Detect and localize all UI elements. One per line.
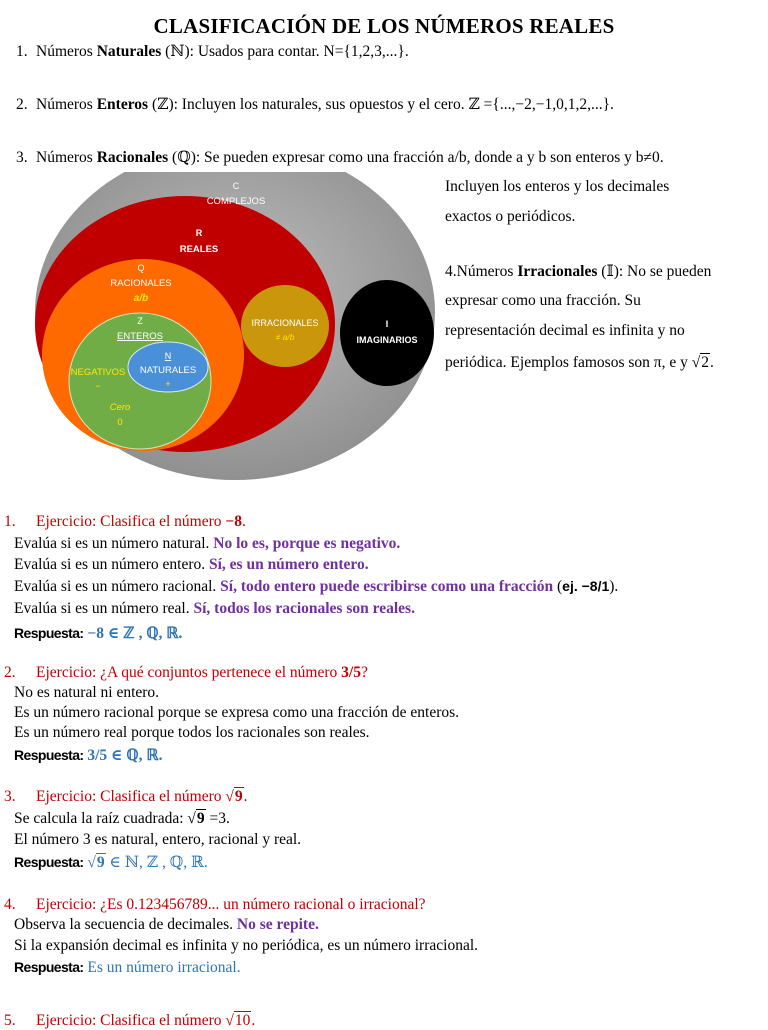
answer-value: Es un número irracional. (83, 959, 241, 976)
text: (ℚ): Se pueden expresar como una fracción a/b, donde a y b son enteros y b≠0. (168, 149, 664, 166)
reales-letter: R (195, 228, 203, 238)
answer-label: Respuesta: (14, 854, 84, 870)
exercise-4-heading (4, 896, 426, 914)
text: . (251, 1012, 256, 1029)
radicand: 10 (234, 1012, 251, 1029)
irracionales-label: IRRACIONALES (251, 318, 319, 328)
text: Evalúa si es un número real. (14, 600, 194, 617)
term-irracionales: Irracionales (517, 263, 598, 280)
exercise-3-line-2: El número 3 es natural, entero, racional y real. (14, 831, 302, 848)
text: (ℤ): Incluyen los naturales, sus opuestos y el cero. ℤ ={...,−2,−1,0,1,2,...}. (148, 96, 614, 113)
answer: Sí, todos los racionales son reales. (193, 600, 415, 617)
list-number: 3. (4, 788, 16, 805)
answer-label: Respuesta: (14, 625, 84, 641)
text: =3. (205, 810, 230, 827)
answer: No lo es, porque es negativo. (213, 535, 401, 552)
term-enteros: Enteros (96, 96, 149, 113)
text: Números (36, 96, 97, 113)
racionales-letter: Q (137, 263, 145, 273)
text: (ℕ): Usados para contar. N={1,2,3,...}. (161, 43, 409, 60)
text: Evalúa si es un número natural. (14, 535, 214, 552)
negativos-sign: − (95, 381, 101, 391)
sqrt-expression: √9 (225, 788, 243, 805)
exercise-2-line-1: No es natural ni entero. (14, 684, 160, 701)
exercise-3-heading (4, 788, 248, 806)
racionales-fraction: a/b (133, 293, 149, 304)
racionales-label: RACIONALES (110, 278, 172, 289)
list-number: 5. (4, 1012, 16, 1029)
side-text-4: expresar como una fracción. Su (445, 292, 641, 309)
term-racionales: Racionales (96, 149, 169, 166)
list-number: 4. (4, 896, 16, 913)
answer-value: 3/5 ∈ ℚ, ℝ. (83, 747, 163, 764)
text: . (241, 513, 246, 530)
exercise-1-answer (14, 623, 182, 643)
text: Observa la secuencia de decimales. (14, 916, 237, 933)
list-number: 2. (16, 96, 28, 113)
sqrt-expression: √10 (225, 1012, 251, 1029)
radicand: 2 (701, 354, 710, 371)
definition-racionales (16, 148, 664, 167)
naturales-letter: N (164, 351, 172, 361)
radicand: 9 (234, 788, 243, 805)
exercise-2-answer (14, 745, 163, 765)
list-number: 2. (4, 664, 16, 681)
exercise-2-line-3: Es un número real porque todos los racionales son reales. (14, 724, 370, 741)
side-text-1: Incluyen los enteros y los decimales (445, 178, 670, 195)
text: periódica. Ejemplos famosos son π, e y (445, 354, 692, 371)
text: ( (553, 578, 563, 595)
list-number: 1. (16, 43, 28, 60)
exercise-4-answer (14, 959, 241, 977)
exercise-1-line-2 (14, 556, 369, 574)
imaginarios-letter: I (385, 319, 389, 329)
enteros-letter: Z (137, 316, 143, 326)
example: ej. −8/1 (562, 578, 610, 594)
text: ? (360, 664, 368, 681)
cero-label: Cero (109, 402, 131, 413)
definition-enteros (16, 95, 614, 114)
page-title: CLASIFICACIÓN DE LOS NÚMEROS REALES (153, 14, 615, 38)
exercise-3-answer (14, 853, 208, 872)
imaginarios-set (340, 280, 434, 386)
text: . (710, 354, 714, 371)
negativos-label: NEGATIVOS (70, 367, 126, 378)
answer: Sí, es un número entero. (208, 556, 369, 573)
reales-label: REALES (179, 244, 219, 255)
radicand: 9 (96, 854, 105, 871)
sqrt-expression: √9 (187, 810, 205, 827)
side-text-6 (445, 354, 760, 372)
sqrt-expression: √2 (691, 354, 710, 371)
text: Se calcula la raíz cuadrada: (14, 810, 188, 827)
text: 4.Números (445, 263, 518, 280)
text: (𝕀): No se pueden (597, 263, 712, 280)
exercise-1-line-4 (14, 600, 415, 618)
exercise-3-line-1 (14, 810, 230, 828)
text: Ejercicio: Clasifica el número (36, 1012, 226, 1029)
naturales-label: NATURALES (139, 365, 197, 376)
text: Ejercicio: ¿Es 0.123456789... un número racional o irracional? (36, 896, 426, 913)
exercise-2-heading (4, 664, 368, 682)
enteros-label: ENTEROS (117, 331, 163, 342)
list-number: 1. (4, 513, 16, 530)
text: Ejercicio: ¿A qué conjuntos pertenece el número (36, 664, 342, 681)
text: Ejercicio: Clasifica el número (36, 513, 226, 530)
exercise-5-heading (4, 1012, 255, 1030)
term-naturales: Naturales (96, 43, 162, 60)
exercise-4-line-2: Si la expansión decimal es infinita y no periódica, es un número irracional. (14, 937, 479, 954)
exercise-2-line-2: Es un número racional porque se expresa como una fracción de enteros. (14, 704, 460, 721)
value: 3/5 (341, 664, 361, 681)
answer-value: ∈ ℕ, ℤ , ℚ, ℝ. (105, 854, 208, 871)
text: Evalúa si es un número entero. (14, 556, 209, 573)
side-text-5: representación decimal es infinita y no (445, 322, 685, 339)
answer-value: −8 ∈ ℤ , ℚ, ℝ. (83, 625, 183, 642)
cero-value: 0 (117, 417, 123, 428)
value: −8 (225, 513, 242, 530)
imaginarios-label: IMAGINARIOS (356, 335, 418, 345)
irracionales-fraction: ≠ a/b (275, 332, 295, 342)
answer: Sí, todo entero puede escribirse como una fracción (220, 578, 554, 595)
exercise-1-line-3 (14, 578, 618, 596)
text: . (243, 788, 248, 805)
exercise-4-line-1 (14, 916, 319, 934)
exercise-1-line-1 (14, 535, 400, 553)
answer: No se repite. (236, 916, 319, 933)
number-sets-diagram (30, 172, 440, 484)
complejos-letter: C (232, 181, 240, 191)
radicand: 9 (196, 810, 205, 827)
answer-label: Respuesta: (14, 959, 84, 975)
text: ). (609, 578, 619, 595)
text: Números (36, 43, 97, 60)
text: Ejercicio: Clasifica el número (36, 788, 226, 805)
sqrt-expression: √9 (87, 854, 105, 871)
complejos-label: COMPLEJOS (206, 196, 266, 207)
definition-naturales (16, 42, 409, 61)
text: Evalúa si es un número racional. (14, 578, 221, 595)
definition-irracionales (445, 262, 760, 281)
exercise-1-heading (4, 513, 246, 531)
list-number: 3. (16, 149, 28, 166)
naturales-sign: + (165, 379, 171, 389)
side-text-2: exactos o periódicos. (445, 208, 576, 225)
text: Números (36, 149, 97, 166)
answer-label: Respuesta: (14, 747, 84, 763)
